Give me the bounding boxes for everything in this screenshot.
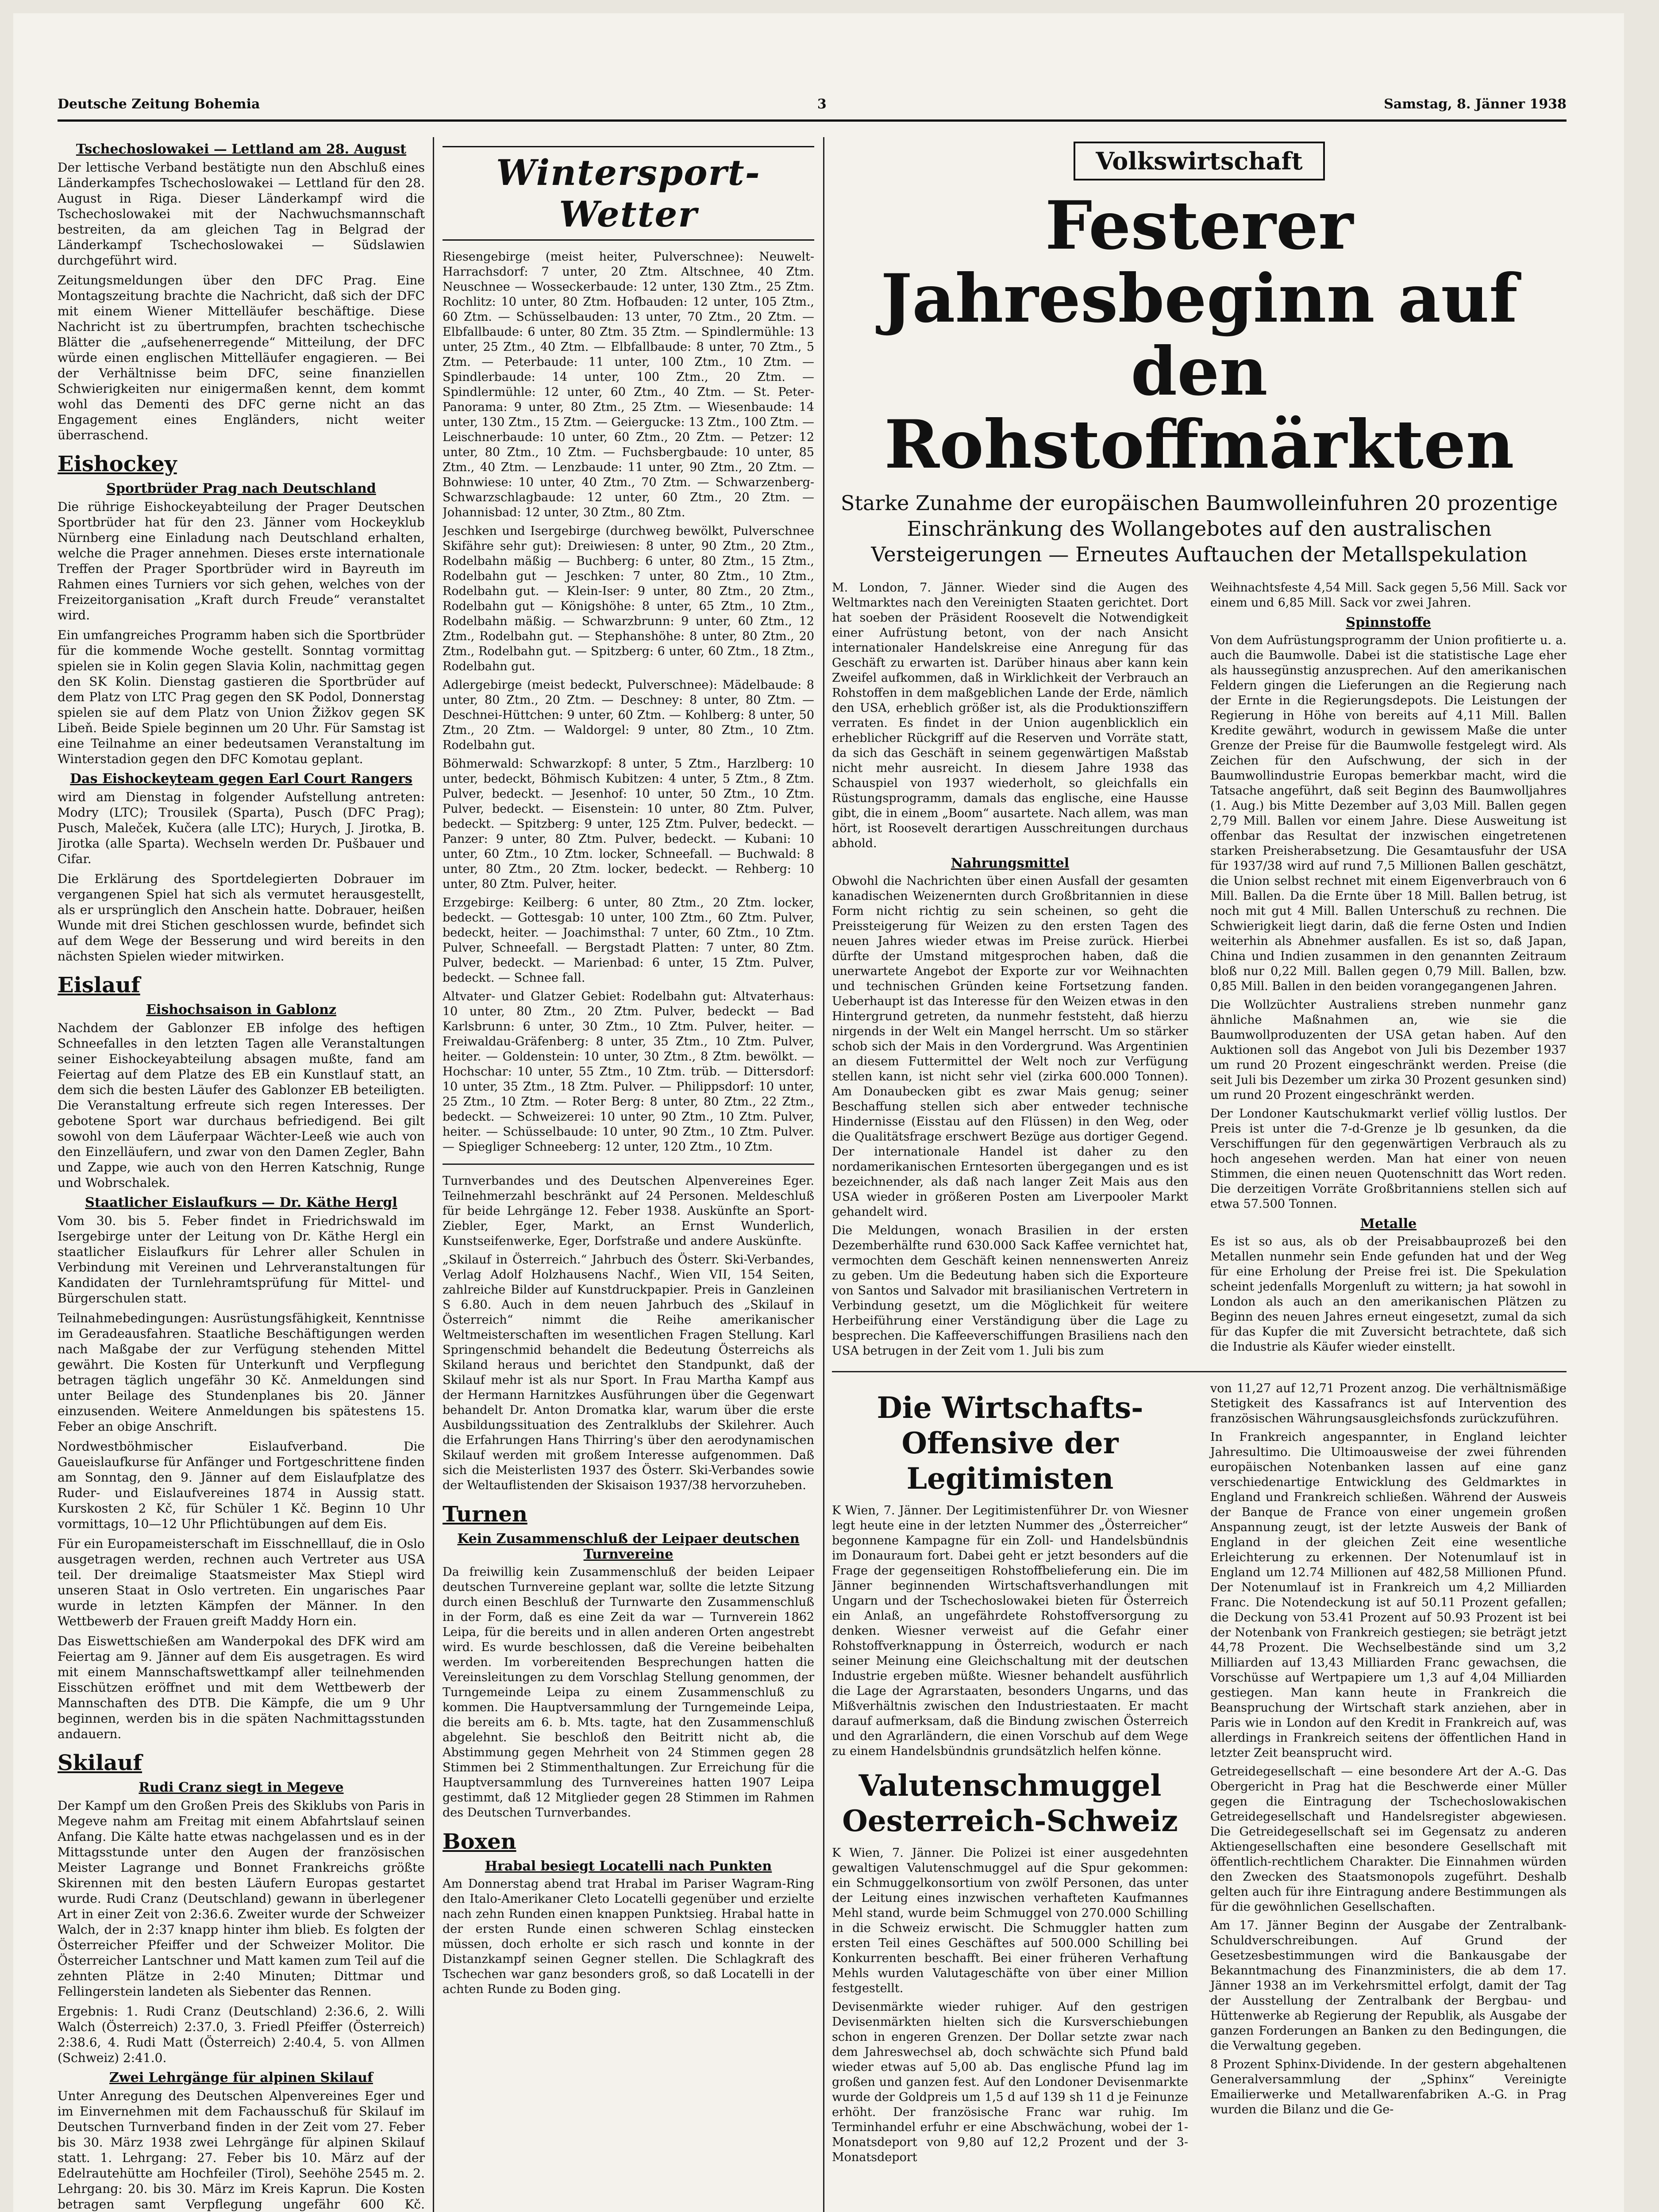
article-columns	[832, 580, 1567, 1362]
article-text: von 11,27 auf 12,71 Prozent anzog. Die verhältnismäßige Stetigkeit des Kassafrancs ist auf Intervention des französischen Währungsausgleichsfonds zurückzuführen.	[1210, 1382, 1567, 1425]
section-heading: Skilauf	[58, 1751, 142, 1775]
article-text: In Frankreich angespannter, in England leichter Jahresultimo. Die Ultimoausweise der zwei führenden europäischen Notenbanken lassen auf eine ganz verschiedenartige Entwicklung des Geldmarktes in England und Frankreich schließen. Während der Ausweis der Banque de France von einer ungemein großen Anspannung zeugt, ist der letzte Ausweis der Bank of England in der gleichen Zeit eine wesentliche Erleichterung zu erkennen. Der Notenumlauf ist in England um 12.74 Millionen auf 482,58 Millionen Pfund. Der Notenumlauf ist in Frankreich um 4,2 Milliarden Franc. Die Notendeckung ist auf 50.11 Prozent gefallen; die Deckung von 53.41 Prozent auf 50.93 Prozent ist bei der Notenbank von Frankreich gestiegen; sie beträgt jetzt 44,78 Prozent. Die Wechselbestände sind um 3,2 Milliarden auf 13,43 Milliarden Franc gewachsen, die Vorschüsse auf Wertpapiere um 1,3 auf 4,04 Milliarden gestiegen. Man kann heute in Frankreich die Beanspruchung der Wirtschaft stark anziehen, aber in Paris wie in London auf den Kredit in Frankreich auf, was allerdings in Frankreich seitens der öffentlichen Hand in letzter Zeit beansprucht wird.	[1210, 1430, 1567, 1760]
article-text: Getreidegesellschaft — eine besondere Art der A.-G. Das Obergericht in Prag hat die Beschwerde einer Müller gegen die Eintragung der Tschechoslowakischen Getreidegesellschaft und Handelsregister abgewiesen. Die Getreidegesellschaft sei im Gegensatz zu anderen Aktiengesellschaften eine besondere Gesellschaft mit öffentlich-rechtlichem Charakter. Die Einnahmen würden den Zwecken des Staatsmonopols zugeführt. Deshalb gelten auch für ihre Eintragung andere Bestimmungen als für die gewöhnlichen Gesellschaften.	[1210, 1765, 1567, 1914]
article-text: K Wien, 7. Jänner. Die Polizei ist einer ausgedehnten gewaltigen Valutenschmuggel auf die Spur gekommen: ein Schmuggelkonsortium von zwölf Personen, das unter der Leitung eines inzwischen verhafteten Kaufmannes Mehl stand, wurde beim Schmuggel von 270.000 Schilling in die Schweiz erwischt. Die Schmuggler hatten zum ersten Teil eines Geschäftes auf 500.000 Schilling bei Konkurrenten beschafft. Bei einer früheren Verhaftung Mehls wurden Valutageschäfte von über einer Million festgestellt.	[832, 1846, 1188, 1995]
article-text: Weihnachtsfeste 4,54 Mill. Sack gegen 5,56 Mill. Sack vor einem und 6,85 Mill. Sack vor zwei Jahren.	[1210, 581, 1567, 610]
article-text: Vom 30. bis 5. Feber findet in Friedrichswald im Isergebirge unter der Leitung von Dr. Käthe Hergl ein staatlicher Eislaufkurs für Lehrer aller Schulen in Verbindung mit Vereinen und Lehrveranstaltungen für Kandidaten der Turnlehramtsprüfung für Mittel- und Bürgerschulen statt.	[58, 1214, 425, 1306]
headline: Die Wirtschafts-Offensive der Legitimisten	[877, 1390, 1143, 1496]
article-text: Für ein Europameisterschaft im Eisschnelllauf, die in Oslo ausgetragen werden, rechnen auch Vertreter aus USA teil. Der dreimalige Staatsmeister Max Stiepl wird unseren Staat in Oslo vertreten. Ein ungarisches Paar wurde in letzten Kämpfen der Männer. In den Wettbewerb der Frauen greift Maddy Horn ein.	[58, 1536, 425, 1628]
headline: Tschechoslowakei — Lettland am 28. August	[76, 142, 407, 157]
article-text: K Wien, 7. Jänner. Der Legitimistenführer Dr. von Wiesner legt heute eine in der letzten Nummer des „Österreicher“ begonnene Kampagne für ein Zoll- und Handelsbündnis im Donauraum fort. Dabei geht er jetzt besonders auf die Frage der gegenseitigen Rohstoffbelieferung ein. Die im Jänner beginnenden Wirtschaftsverhandlungen mit Ungarn und der Tschechoslowakei bieten für Österreich ein Anlaß, an ungefährdete Rohstoffversorgung zu denken. Wiesner verweist auf die Gefahr einer Rohstoffverknappung in Österreich, wodurch er nach seiner Meinung eine Gleichschaltung mit der deutschen Industrie ergeben müßte. Wiesner behandelt ausführlich die Lage der Agrarstaaten, besonders Ungarns, und das Mißverhältnis zwischen den Industriestaaten. Er macht darauf aufmerksam, daß die Bindung zwischen Österreich und den Agrarländern, die einen Vorschub auf dem Wege zu einem Handelsbündnis grundsätzlich helfen könne.	[832, 1504, 1188, 1758]
section-heading: Turnen	[443, 1502, 527, 1527]
column-divider	[823, 137, 824, 2212]
newspaper-page	[13, 13, 1624, 2212]
section-heading: Eislauf	[58, 973, 140, 998]
main-headline: Festerer Jahresbeginn auf den Rohstoffmärkten	[881, 187, 1518, 484]
article-text: Ein umfangreiches Programm haben sich die Sportbrüder für die kommende Woche gestellt. Sonntag vormittag spielen sie in Kolin gegen Slavia Kolin, nachmittag gegen den SK Kolin. Dienstag gastieren die Sportbrüder auf dem Platz von LTC Prag gegen den SK Podol, Donnerstag spielen sie auf dem Platz von Union Žižkov gegen SK Libeň. Beide Spiele beginnen um 20 Uhr. Für Samstag ist eine Teilnahme an einer bedeutsamen Veranstaltung im Winterstadion gegen den DFC Komotau geplant.	[58, 628, 425, 766]
wintersport-banner: Wintersport-Wetter	[443, 146, 814, 241]
article-text: Der Londoner Kautschukmarkt verlief völlig lustlos. Der Preis ist unter die 7-d-Grenze je lb gesunken, da die Verschiffungen für den gegenwärtigen Verbrauch als zu hoch angesehen werden. Man hat einer von neuen Stimmen, die einen neuen Quotenschnitt das Wort reden. Die derzeitigen Vorräte Großbritanniens stellen sich auf etwa 57.500 Tonnen.	[1210, 1107, 1567, 1211]
weather-report: Jeschken und Isergebirge (durchweg bewölkt, Pulverschnee Skifähre sehr gut): Dreiwiesen: 8 unter, 90 Ztm., 20 Ztm., Rodelbahn mäßig — Buchberg: 6 unter, 80 Ztm., 15 Ztm., Rodelbahn gut — Jeschken: 7 unter, 80 Ztm., 10 Ztm., Rodelbahn gut. — Klein-Iser: 9 unter, 80 Ztm., 20 Ztm., Rodelbahn gut — Königshöhe: 8 unter, 65 Ztm., 10 Ztm., Rodelbahn mäßig. — Schwarzbrunn: 9 unter, 60 Ztm., 12 Ztm., Rodelbahn gut. — Stephanshöhe: 8 unter, 80 Ztm., 20 Ztm., Rodelbahn gut. — Spitzberg: 6 unter, 60 Ztm., 18 Ztm., Rodelbahn gut.	[443, 524, 814, 673]
article-text: Unter Anregung des Deutschen Alpenvereines Eger und im Einvernehmen mit dem Fachausschuß für Skilauf im Deutschen Turnverband finden in der Zeit vom 27. Feber bis 30. März 1938 zwei Lehrgänge für alpinen Skilauf statt. 1. Lehrgang: 27. Feber bis 10. März auf der Edelrautehütte am Hochfeiler (Tirol), Seehöhe 2545 m. 2. Lehrgang: 20. bis 30. März im Kreis Kaprun. Die Kosten betragen samt Verpflegung ungefähr 600 Kč.	[58, 2089, 425, 2212]
article-text: Das Eiswettschießen am Wanderpokal des DFK wird am Feiertag am 9. Jänner auf dem Eis ausgetragen. Es wird mit einem Mannschaftswettkampf aller teilnehmenden Eisschützen eröffnet und mit dem Wettbewerb der Mannschaften des DTB. Die Kämpfe, die um 9 Uhr beginnen, werden bis in die späten Nachmittagsstunden andauern.	[58, 1634, 425, 1741]
article-text: „Skilauf in Österreich.“ Jahrbuch des Österr. Ski-Verbandes, Verlag Adolf Holzhausens Nachf., Wien VII, 154 Seiten, zahlreiche Bilder auf Kunstdruckpapier. Preis in Ganzleinen S 6.80. Auch in dem neuen Jahrbuch des „Skilauf in Österreich“ nimmt die Reihe amerikanischer Weltmeisterschaften im wesentlichen Fragen Stellung. Karl Springenschmid behandelt die Bedeutung Österreichs als Skiland heraus und berichtet den Standpunkt, daß der Skilauf mehr ist als nur Sport. In Frau Martha Kampf aus der Hermann Harnitzkes Ausführungen über die Gegenwart behandelt Dr. Anton Dromatka klar, warum über die erste Ausbildungssituation des Zentralklubs der Skilehrer. Auch die Erfahrungen Hans Thirring's über den aerodynamischen Skilauf werden mit großem Interesse aufgenommen. Daß sich die Meisterlisten 1937 des Österr. Ski-Verbandes sowie der Weltauflistenden der Skisaison 1937/38 hervorzuheben.	[443, 1253, 814, 1492]
headline: Sportbrüder Prag nach Deutschland	[106, 481, 376, 496]
article-text: Die rührige Eishockeyabteilung der Prager Deutschen Sportbrüder hat für den 23. Jänner vom Hockeyklub Nürnberg eine Einladung nach Deutschland erhalten, welche die Prager annehmen. Dieses erste internationale Treffen der Prager Sportbrüder wird in Bayreuth im Rahmen eines Turniers vor sich gehen, welches von der Freizeitorganisation „Kraft durch Freude“ veranstaltet wird.	[58, 499, 425, 622]
weather-report: Altvater- und Glatzer Gebiet: Rodelbahn gut: Altvaterhaus: 10 unter, 80 Ztm., 20 Ztm. Pulver, bedeckt — Bad Karlsbrunn: 6 unter, 30 Ztm., 10 Ztm. Pulver, heiter. — Freiwaldau-Gräfenberg: 8 unter, 35 Ztm., 10 Ztm. Pulver, heiter. — Goldenstein: 10 unter, 30 Ztm., 8 Ztm. bewölkt. — Hochschar: 10 unter, 55 Ztm., 10 Ztm. trüb. — Dittersdorf: 10 unter, 35 Ztm., 18 Ztm. Pulver. — Philippsdorf: 10 unter, 25 Ztm., 10 Ztm. — Roter Berg: 8 unter, 80 Ztm., 22 Ztm., bedeckt. — Schweizerei: 10 unter, 90 Ztm., 10 Ztm. Pulver, heiter. — Schüsselbaude: 10 unter, 90 Ztm., 10 Ztm. Pulver. — Spiegliger Schneeberg: 12 unter, 120 Ztm., 10 Ztm.	[443, 990, 814, 1154]
headline: Hrabal besiegt Locatelli nach Punkten	[485, 1859, 772, 1874]
main-subheadline: Starke Zunahme der europäischen Baumwolleinfuhren 20 prozentige Einschränkung des Wollangebotes auf den australischen Versteigerungen — Erneutes Auftauchen der Metallspekulation	[840, 491, 1558, 566]
article-text: M. London, 7. Jänner. Wieder sind die Augen des Weltmarktes nach den Vereinigten Staaten gerichtet. Dort hat soeben der Präsident Roosevelt die Notwendigkeit einer Aufrüstung betont, von der nach Ansicht internationaler Handelskreise eine Anregung für das Geschäft zu erwarten ist. Darüber hinaus aber kann kein Zweifel aufkommen, daß in Wirklichkeit der Verbrauch an Rohstoffen in dem maßgeblichen Lande der Erde, nämlich den USA, erheblich größer ist, als die Produktionsziffern verraten. Es findet in der Union augenblicklich ein erheblicher Rückgriff auf die Reserven und Vorräte statt, da sich das Geschäft in seinem gegenwärtigen Maßstab nicht mehr ausreicht. In diesem Jahre 1938 das Schauspiel von 1937 wiederholt, so gleichfalls ein Rüstungsprogramm, damals das englische, eine Hausse gibt, die in einem „Boom“ ausartete. Nach allem, was man hört, ist Roosevelt derartigen Ausschreitungen durchaus abhold.	[832, 581, 1188, 850]
headline: Kein Zusammenschluß der Leipaer deutschen Turnvereine	[457, 1531, 800, 1562]
section-heading: Boxen	[443, 1829, 516, 1854]
article-text: Am 17. Jänner Beginn der Ausgabe der Zentralbank-Schuldverschreibungen. Auf Grund der Gesetzesbestimmungen wird die Bankausgabe der Bekanntmachung des Finanzministers, die ab dem 17. Jänner 1938 an im Verkehrsmittel erfolgt, damit der Tag der Ausstellung der Zentralbank der Bergbau- und Hüttenwerke ab Regierung der Republik, als Ausgabe der ganzen Forderungen an Banken zu den Bedingungen, die die Verwaltung gegeben.	[1210, 1919, 1567, 2053]
subheading: Nahrungsmittel	[951, 856, 1070, 871]
article-text: 8 Prozent Sphinx-Dividende. In der gestern abgehaltenen Generalversammlung der „Sphinx“ Vereinigte Emailierwerke und Metallwarenfabriken A.-G. in Prag wurden die Bilanz und die Ge-	[1210, 2058, 1567, 2116]
article-text: Die Meldungen, wonach Brasilien in der ersten Dezemberhälfte rund 630.000 Sack Kaffee vernichtet hat, vermochten dem Geschäft keinen nennenswerten Anreiz zu geben. Um die Bedeutung haben sich die Exporteure von Santos und Salvador mit brasilianischen Vertretern in Verbindung gesetzt, um die Möglichkeit für weitere Herbeiführung einer Verständigung über die Lage zu besprechen. Die Kaffeeverschiffungen Brasiliens nach den USA betrugen in der Zeit vom 1. Juli bis zum	[832, 1224, 1188, 1358]
article-text: Devisenmärkte wieder ruhiger. Auf den gestrigen Devisenmärkten hielten sich die Kursverschiebungen schon in engeren Grenzen. Der Dollar setzte zwar nach dem Jahreswechsel ab, doch schwächte sich Pfund bald wieder etwas auf 5,00 ab. Das englische Pfund lag im großen und ganzen fest. Auf den Londoner Devisenmarkte wurde der Goldpreis um 1,5 d auf 139 sh 11 d je Feinunze erhöht. Der französische Franc war ruhig. Im Terminhandel erfuhr er eine Abschwächung, wobei der 1-Monatsdeport von 9,80 auf 12,2 Prozent und der 3-Monatsdeport	[832, 2000, 1188, 2164]
article-text: wird am Dienstag in folgender Aufstellung antreten: Modry (LTC); Trousilek (Sparta), Pusch (DFC Prag); Pusch, Maleček, Kučera (alle LTC); Hurych, J. Jirotka, B. Jirotka (alle Sparta). Wechseln werden Dr. Pušbauer und Cifar.	[58, 790, 425, 866]
article-text: Da freiwillig kein Zusammenschluß der beiden Leipaer deutschen Turnvereine geplant war, sollte die letzte Sitzung durch einen Beschluß der Turnwarte den Zusammenschluß in der Form, daß es eine Zeit da war — Turnverein 1862 Leipa, für die bereits und in allen anderen Orten angestrebt wird. Es wurde beschlossen, daß die Vereine beibehalten werden. Im vorbereitenden Besprechungen hatten die Vereinsleitungen zu dem Vorschlag Stellung genommen, der Turngemeinde Leipa zu einem Zusammenschluß zu kommen. Die Hauptversammlung der Turngemeinde Leipa, die bereits am 6. b. Mts. tagte, hat den Zusammenschluß abgelehnt. Sie beschloß den Beitritt nicht ab, die Abstimmung gegen Mehrheit von 24 Stimmen gegen 28 Stimmen bei 2 Stimmenthaltungen. Zur Erreichung für die Hauptversammlung des Turnvereines hatten 1907 Leipa gestimmt, daß 12 Mitglieder gegen 28 Stimmen im Rahmen des Deutschen Turnverbandes.	[443, 1565, 814, 1820]
article-text: Nordwestböhmischer Eislaufverband. Die Gaueislaufkurse für Anfänger und Fortgeschrittene finden am Sonntag, den 9. Jänner auf dem Eislaufplatze des Ruder- und Eislaufvereines 1874 in Aussig statt. Kurskosten 2 Kč, für Schüler 1 Kč. Beginn 10 Uhr vormittags, 10—12 Uhr Pflichtübungen auf dem Eis.	[58, 1439, 425, 1531]
article-text: Es ist so aus, als ob der Preisabbauprozeß bei den Metallen nunmehr sein Ende gefunden hat und der Weg für eine Erholung der Preise frei ist. Die Spekulation scheint jedenfalls Morgenluft zu wittern; ja hat sowohl in London als auch an den amerikanischen Plätzen zu Beginn des neuen Jahres erneut eingesetzt, zumal da sich für das Kupfer die mit Zuversicht betrachtete, daß sich die Industrie als Käufer wieder einstellt.	[1210, 1235, 1567, 1354]
article-text: Turnverbandes und des Deutschen Alpenvereines Eger. Teilnehmerzahl beschränkt auf 24 Personen. Meldeschluß für beide Lehrgänge 12. Feber 1938. Auskünfte an Sport-Ziebler, Eger, Markt, an Ernst Wunderlich, Kunstseifenwerke, Eger, Dorfstraße und andere Auskünfte.	[443, 1174, 814, 1248]
article-text: Nachdem der Gablonzer EB infolge des heftigen Schneefalles in den letzten Tagen alle Veranstaltungen seiner Eishockeyabteilung absagen mußte, fand am Feiertag auf dem Platze des EB ein Kunstlauf statt, an dem sich die besten Läufer des Gablonzer EB beteiligten. Die Veranstaltung erfreute sich regen Interesses. Der gebotene Sport war durchaus befriedigend. Bei gilt sowohl von dem Läuferpaar Wächter-Leeß wie auch von den Einzelläufern, und zwar von den Damen Zegler, Bahn und Zappe, wie auch von den Herren Katschnig, Runge und Wobrschalek.	[58, 1021, 425, 1190]
article-text: Obwohl die Nachrichten über einen Ausfall der gesamten kanadischen Weizenernten durch Großbritannien in diese Form nicht richtig zu sein scheinen, so geht die Preissteigerung für Weizen zu den ersten Tagen des neuen Jahres wieder etwas im Preise zurück. Hierbei dürfte der Umstand mitgesprochen haben, daß die unerwartete Angebot der Exporte zur vor Weihnachten und technischen Gründen keine Fortsetzung fanden. Ueberhaupt ist das Interesse für den Weizen etwas in den Hintergrund getreten, da nunmehr feststeht, daß hierzu nirgends in der Welt ein Mangel herrscht. Um so stärker schob sich der Mais in den Vordergrund. Was Argentinien an diesem Futtermittel der Welt noch zur Verfügung stellen kann, ist nicht sehr viel (zirka 600.000 Tonnen). Am Donaubecken gibt es zwar Mais genug; seiner Beschaffung stellen sich aber entweder technische Hindernisse (Eisstau auf den Flüssen) in den Weg, oder die Qualitätsfrage erschwert Bezüge aus dortiger Gegend. Der internationale Handel ist daher zu den nordamerikanischen Erntesorten übergegangen und es ist bezeichnender, als daß nach langer Zeit Mais aus den USA wieder in größeren Posten am Liverpooler Markt gehandelt wird.	[832, 874, 1188, 1219]
article-text: Von dem Aufrüstungsprogramm der Union profitierte u. a. auch die Baumwolle. Dabei ist die statistische Lage eher als haussegünstig anzusprechen. Auf den amerikanischen Feldern gingen die Lieferungen an die Regierung nach der Ernte in die Regierungsdepots. Die Leistungen der Regierung in Höhe von bereits auf 4,11 Mill. Ballen Kredite gewährt, wodurch in gewissem Maße die unter Grenze der Preise für die Baumwolle festgelegt wird. Als Zeichen für den Aufschwung, der sich in der Baumwollindustrie Europas bemerkbar macht, wird die Tatsache angeführt, daß seit Beginn des Baumwolljahres (1. Aug.) bis Mitte Dezember auf 3,03 Mill. Ballen gegen 2,79 Mill. Ballen vor einem Jahre. Diese Ausweitung ist offenbar das Resultat der inzwischen eingetretenen starken Preisherabsetzung. Die Gesamtausfuhr der USA für 1937/38 wird auf rund 7,5 Millionen Ballen geschätzt, die Union selbst rechnet mit einem Eigenverbrauch von 6 Mill. Ballen. Da die Ernte über 18 Mill. Ballen betrug, ist noch mit gut 4 Mill. Ballen Unterschuß zu rechnen. Die Schwierigkeit liegt darin, daß die ferne Osten und Indien weiterhin als Abnehmer ausfallen. Es ist so, daß Japan, China und Indien zusammen in den genannten Zeitraum bloß nur 0,22 Mill. Ballen gegen 0,79 Mill. Ballen, bzw. 0,85 Mill. Ballen in den beiden vorangegangenen Jahren.	[1210, 634, 1567, 993]
article-text: Die Erklärung des Sportdelegierten Dobrauer im vergangenen Spiel hat sich als vermutet herausgestellt, als er ursprünglich den Anschein hatte. Dobrauer, heißen Wunde mit drei Stichen geschlossen wurde, befindet sich auf dem Wege der Besserung und wird bereits in den nächsten Spielen wieder mitwirken.	[58, 872, 425, 964]
weather-report: Adlergebirge (meist bedeckt, Pulverschnee): Mädelbaude: 8 unter, 80 Ztm., 20 Ztm. — Deschney: 8 unter, 80 Ztm. — Deschnei-Hüttchen: 9 unter, 60 Ztm. — Kohlberg: 8 unter, 50 Ztm., 20 Ztm. — Waldorgel: 9 unter, 80 Ztm., 10 Ztm. Rodelbahn gut.	[443, 678, 814, 752]
column-winter-sports	[443, 137, 814, 2212]
subheading: Spinnstoffe	[1346, 615, 1431, 630]
weather-report: Erzgebirge: Keilberg: 6 unter, 80 Ztm., 20 Ztm. locker, bedeckt. — Gottesgab: 10 unter, 100 Ztm., 60 Ztm. Pulver, bedeckt, heiter. — Joachimsthal: 7 unter, 60 Ztm., 10 Ztm. Pulver, Schneefall. — Bergstadt Platten: 7 unter, 80 Ztm. Pulver, bedeckt. — Marienbad: 6 unter, 15 Ztm. Pulver, bedeckt. — Schnee fall.	[443, 896, 814, 985]
masthead-left: Deutsche Zeitung Bohemia	[58, 96, 260, 112]
section-kicker: Volkswirtschaft	[1074, 142, 1325, 180]
weather-report: Böhmerwald: Schwarzkopf: 8 unter, 5 Ztm., Harzlberg: 10 unter, bedeckt, Böhmisch Kubitzen: 4 unter, 5 Ztm., 8 Ztm. Pulver, bedeckt. — Jesenhof: 10 unter, 50 Ztm., 10 Ztm. Pulver, bedeckt. — Eisenstein: 10 unter, 80 Ztm. Pulver, bedeckt. — Spitzberg: 9 unter, 125 Ztm. Pulver, bedeckt. — Panzer: 9 unter, 80 Ztm. Pulver, bedeckt. — Kubani: 10 unter, 60 Ztm., 10 Ztm. locker, Schneefall. — Buchwald: 8 unter, 80 Ztm., 20 Ztm. locker, bedeckt. — Rehberg: 10 unter, 80 Ztm. Pulver, heiter.	[443, 757, 814, 891]
headline: Zwei Lehrgänge für alpinen Skilauf	[109, 2070, 373, 2085]
headline: Rudi Cranz siegt in Megeve	[139, 1780, 344, 1795]
section-heading: Eishockey	[58, 452, 177, 476]
column-divider	[433, 137, 434, 2212]
headline: Das Eishockeyteam gegen Earl Court Rangers	[70, 771, 412, 787]
article-text: Teilnahmebedingungen: Ausrüstungsfähigkeit, Kenntnisse im Geradeausfahren. Staatliche Beschäftigungen werden nach Maßgabe der zur Verfügung stehenden Mittel gewährt. Die Kosten für Unterkunft und Verpflegung betragen täglich ungefähr 30 Kč. Anmeldungen sind unter Beilage des Stundenplanes bis 20. Jänner einzusenden. Weitere Anmeldungen bis spätestens 15. Feber an obige Anschrift.	[58, 1311, 425, 1434]
article-text: Ergebnis: 1. Rudi Cranz (Deutschland) 2:36.6, 2. Willi Walch (Österreich) 2:37.0, 3. Friedl Pfeiffer (Österreich) 2:38.6, 4. Rudi Matt (Österreich) 2:40.4, 5. von Allmen (Schweiz) 2:41.0.	[58, 2004, 425, 2065]
page-number: 3	[817, 96, 827, 112]
page-header	[58, 88, 1567, 122]
article-text: Der lettische Verband bestätigte nun den Abschluß eines Länderkampfes Tschechoslowakei — Lettland für den 28. August in Riga. Dieser Länderkampf wird die Tschechoslowakei mit der Nachwuchsmannschaft bestreiten, da am gleichen Tag in Belgrad der Länderkampf Tschechoslowakei — Südslawien durchgeführt wird.	[58, 160, 425, 268]
subheading: Metalle	[1360, 1216, 1417, 1232]
headline: Valutenschmuggel Oesterreich-Schweiz	[842, 1768, 1178, 1838]
column-sports	[58, 137, 425, 2212]
weather-report: Riesengebirge (meist heiter, Pulverschnee): Neuwelt-Harrachsdorf: 7 unter, 20 Ztm. Altschnee, 40 Ztm. Neuschnee — Wosseckerbaude: 12 unter, 130 Ztm., 25 Ztm. Rochlitz: 10 unter, 80 Ztm. Hofbauden: 12 unter, 105 Ztm., 60 Ztm. — Schüsselbauden: 13 unter, 70 Ztm., 20 Ztm. — Elbfallbaude: 6 unter, 80 Ztm. 35 Ztm. — Spindlermühle: 13 unter, 25 Ztm., 40 Ztm. — Elbfallbaude: 8 unter, 70 Ztm., 5 Ztm. — Peterbaude: 11 unter, 100 Ztm., 10 Ztm. — Spindlerbaude: 14 unter, 100 Ztm., 20 Ztm. — Spindlermühle: 12 unter, 60 Ztm., 40 Ztm. — St. Peter-Panorama: 9 unter, 80 Ztm., 25 Ztm. — Wiesenbaude: 14 unter, 130 Ztm., 15 Ztm. — Geiergucke: 13 Ztm., 100 Ztm. — Leischnerbaude: 10 unter, 60 Ztm., 20 Ztm. — Petzer: 12 unter, 80 Ztm., 10 Ztm. — Fuchsbergbaude: 10 unter, 85 Ztm., 40 Ztm. — Lenzbaude: 11 unter, 90 Ztm., 20 Ztm. — Bohnwiese: 10 unter, 40 Ztm., 70 Ztm. — Schwarzenberg-Schwarzschlagbaude: 12 unter, 60 Ztm., 20 Ztm. — Johannisbad: 12 unter, 30 Ztm., 80 Ztm.	[443, 250, 814, 519]
issue-date: Samstag, 8. Jänner 1938	[1384, 96, 1567, 112]
headline: Eishochsaison in Gablonz	[146, 1002, 336, 1018]
article-text: Zeitungsmeldungen über den DFC Prag. Eine Montagszeitung brachte die Nachricht, daß sich der DFC mit einem Wiener Mittelläufer beschäftige. Diese Nachricht ist zu übertrumpfen, brachten tschechische Blätter die „aufsehenerregende“ Mitteilung, der DFC würde einen englischen Mittelläufer engagieren. — Bei der Verhältnisse beim DFC, seine finanziellen Schwierigkeiten nur einigermaßen kennt, dem kommt wohl das Dementi des DFC gerne nicht an das Engagement eines Engländers, nicht weiter überraschend.	[58, 273, 425, 442]
article-text: Die Wollzüchter Australiens streben nunmehr ganz ähnliche Maßnahmen an, wie sie die Baumwollproduzenten der USA getan haben. Auf den Auktionen soll das Angebot von Juli bis Dezember 1937 um rund 20 Prozent eingeschränkt werden. Preise (die seit Juli bis Dezember um zirka 30 Prozent gesunken sind) um rund 20 Prozent eingeschränkt werden.	[1210, 998, 1567, 1102]
column-economy	[832, 137, 1567, 2212]
article-text: Der Kampf um den Großen Preis des Skiklubs von Paris in Megeve nahm am Freitag mit einem Abfahrtslauf seinen Anfang. Die Kälte hatte etwas nachgelassen und es in der Mittagsstunde unter den Augen der französischen Meister Lagrange und Bonnet Frankreichs größte Skirennen mit den besten Läufern Europas gestartet wurde. Rudi Cranz (Deutschland) gewann in überlegener Art in einer Zeit von 2:36.6. Zweiter wurde der Schweizer Walch, der in 2:37 knapp hinter ihm blieb. Es folgten der Österreicher Pfeiffer und der Schweizer Molitor. Die Österreicher Lantschner und Matt kamen zum Teil auf die zehnten Plätze in 2:40 Minuten; Dittmar und Fellingerstein landeten als Siebenter das Rennen.	[58, 1798, 425, 1999]
headline: Staatlicher Eislaufkurs — Dr. Käthe Hergl	[85, 1195, 397, 1210]
article-text: Am Donnerstag abend trat Hrabal im Pariser Wagram-Ring den Italo-Amerikaner Cleto Locatelli gegenüber und erzielte nach zehn Runden einen knappen Punktsieg. Hrabal hatte in der ersten Runde einen schweren Schlag einstecken müssen, doch erholte er sich rasch und konnte in der Distanzkampf seinen Gegner stellen. Die Schlagkraft des Tschechen war ganz besonders groß, so daß Locatelli in der achten Runde zu Boden ging.	[443, 1877, 814, 1996]
section-rule	[443, 1164, 814, 1165]
lower-article-columns	[832, 1381, 1567, 2169]
section-rule	[832, 1371, 1567, 1372]
